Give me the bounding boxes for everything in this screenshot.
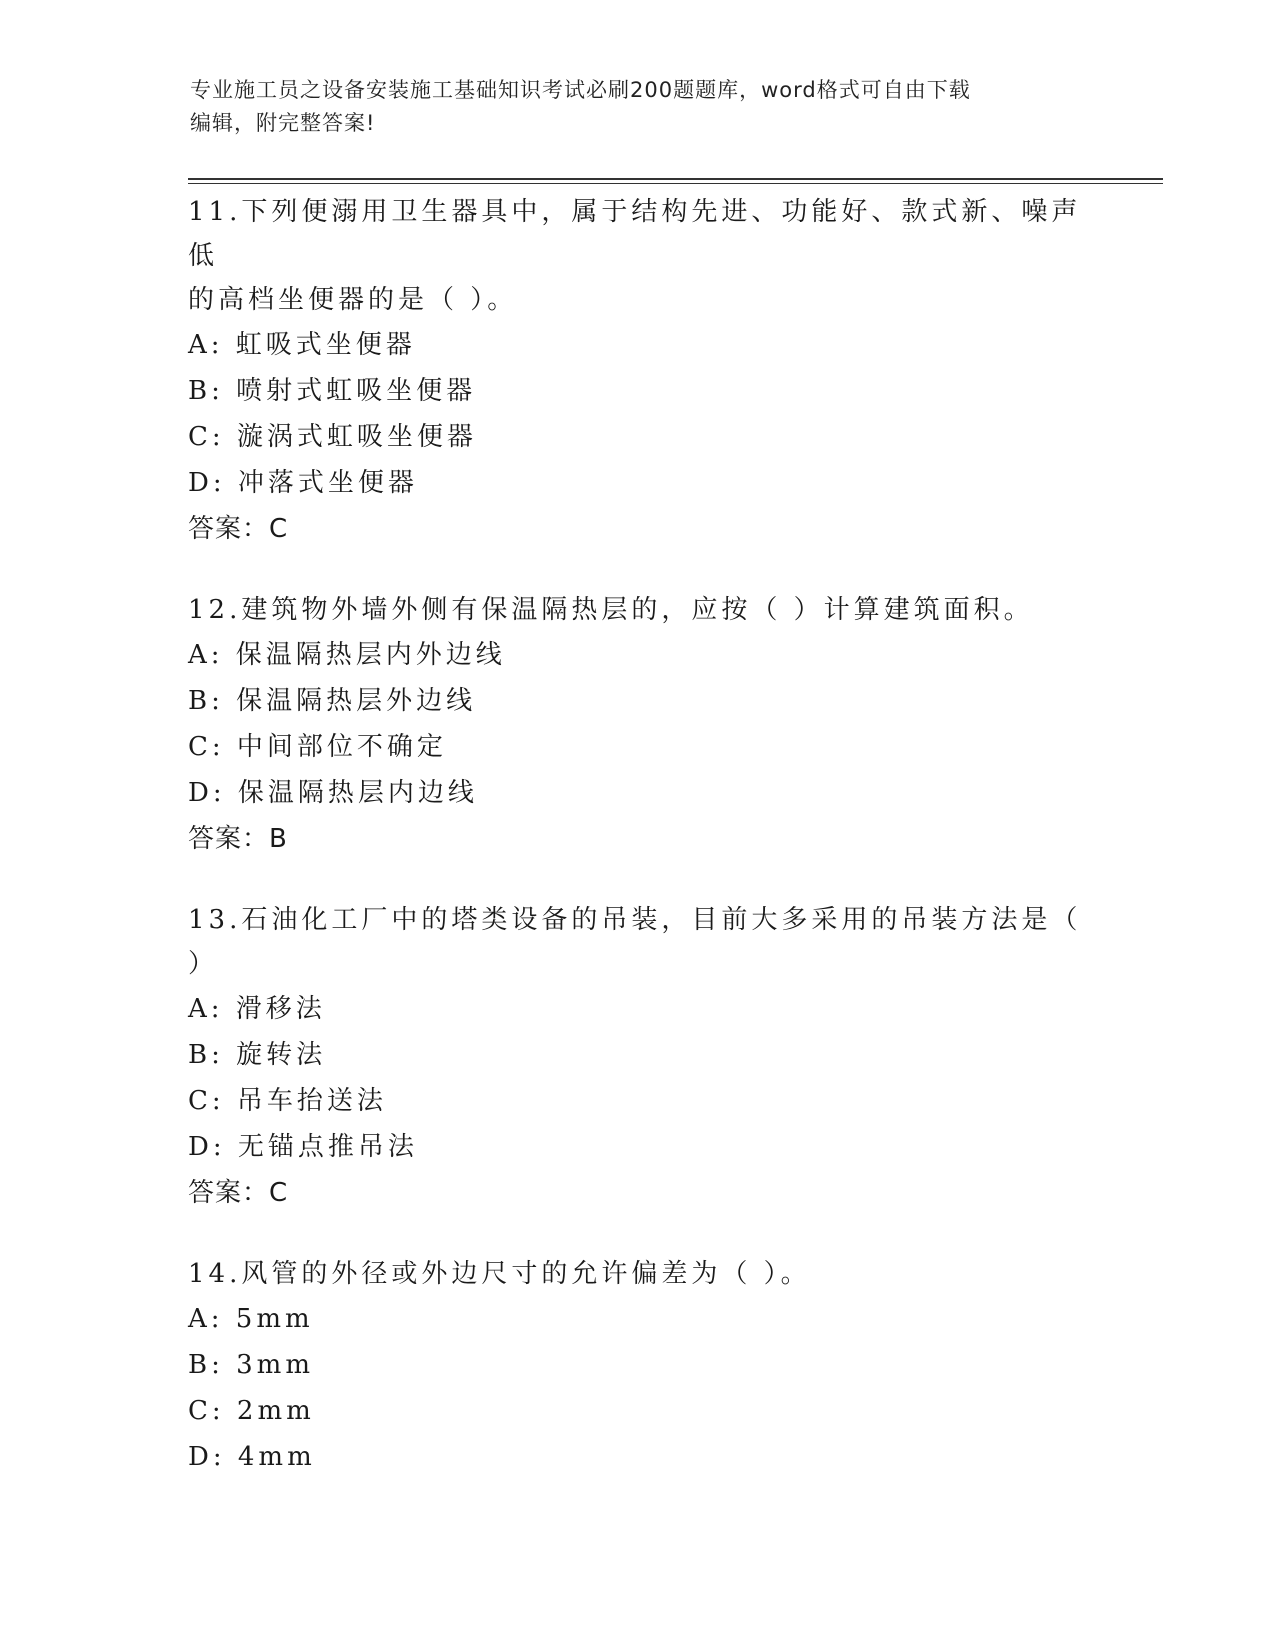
header-divider-thick xyxy=(188,178,1163,180)
option-b: B: 3mm xyxy=(188,1350,314,1380)
question-stem-line: 14.风管的外径或外边尺寸的允许偏差为（ ）。 xyxy=(188,1259,811,1289)
question-12 xyxy=(188,588,1088,862)
header-divider-thin xyxy=(188,183,1163,184)
option-d: D: 无锚点推吊法 xyxy=(188,1132,418,1162)
header-line-2: 编辑，附完整答案! xyxy=(190,111,376,135)
option-b: B: 旋转法 xyxy=(188,1040,327,1070)
document-header xyxy=(190,74,1090,140)
question-11 xyxy=(188,190,1088,552)
answer: 答案：C xyxy=(188,514,289,544)
option-b: B: 保温隔热层外边线 xyxy=(188,686,477,716)
option-c: C: 2mm xyxy=(188,1396,315,1426)
answer: 答案：B xyxy=(188,824,288,854)
option-c: C: 中间部位不确定 xyxy=(188,732,447,762)
answer: 答案：C xyxy=(188,1178,289,1208)
option-a: A: 保温隔热层内外边线 xyxy=(188,640,506,670)
question-stem-line: 13.石油化工厂中的塔类设备的吊装，目前大多采用的吊装方法是（ xyxy=(188,905,1082,935)
question-stem-line: 的高档坐便器的是（ ）。 xyxy=(188,285,518,315)
option-d: D: 冲落式坐便器 xyxy=(188,468,418,498)
option-c: C: 漩涡式虹吸坐便器 xyxy=(188,422,477,452)
question-stem-line: 11.下列便溺用卫生器具中，属于结构先进、功能好、款式新、噪声低 xyxy=(188,197,1082,271)
option-d: D: 4mm xyxy=(188,1442,316,1472)
option-a: A: 滑移法 xyxy=(188,994,326,1024)
option-a: A: 5mm xyxy=(188,1304,314,1334)
question-stem-line: ） xyxy=(188,949,219,979)
question-13 xyxy=(188,898,1088,1216)
question-14 xyxy=(188,1252,1088,1480)
option-b: B: 喷射式虹吸坐便器 xyxy=(188,376,477,406)
option-d: D: 保温隔热层内边线 xyxy=(188,778,478,808)
question-list xyxy=(188,190,1088,1516)
option-a: A: 虹吸式坐便器 xyxy=(188,330,416,360)
option-c: C: 吊车抬送法 xyxy=(188,1086,387,1116)
header-line-1: 专业施工员之设备安装施工基础知识考试必刷200题题库，word格式可自由下载 xyxy=(190,78,971,102)
question-stem-line: 12.建筑物外墙外侧有保温隔热层的，应按（ ）计算建筑面积。 xyxy=(188,595,1034,625)
